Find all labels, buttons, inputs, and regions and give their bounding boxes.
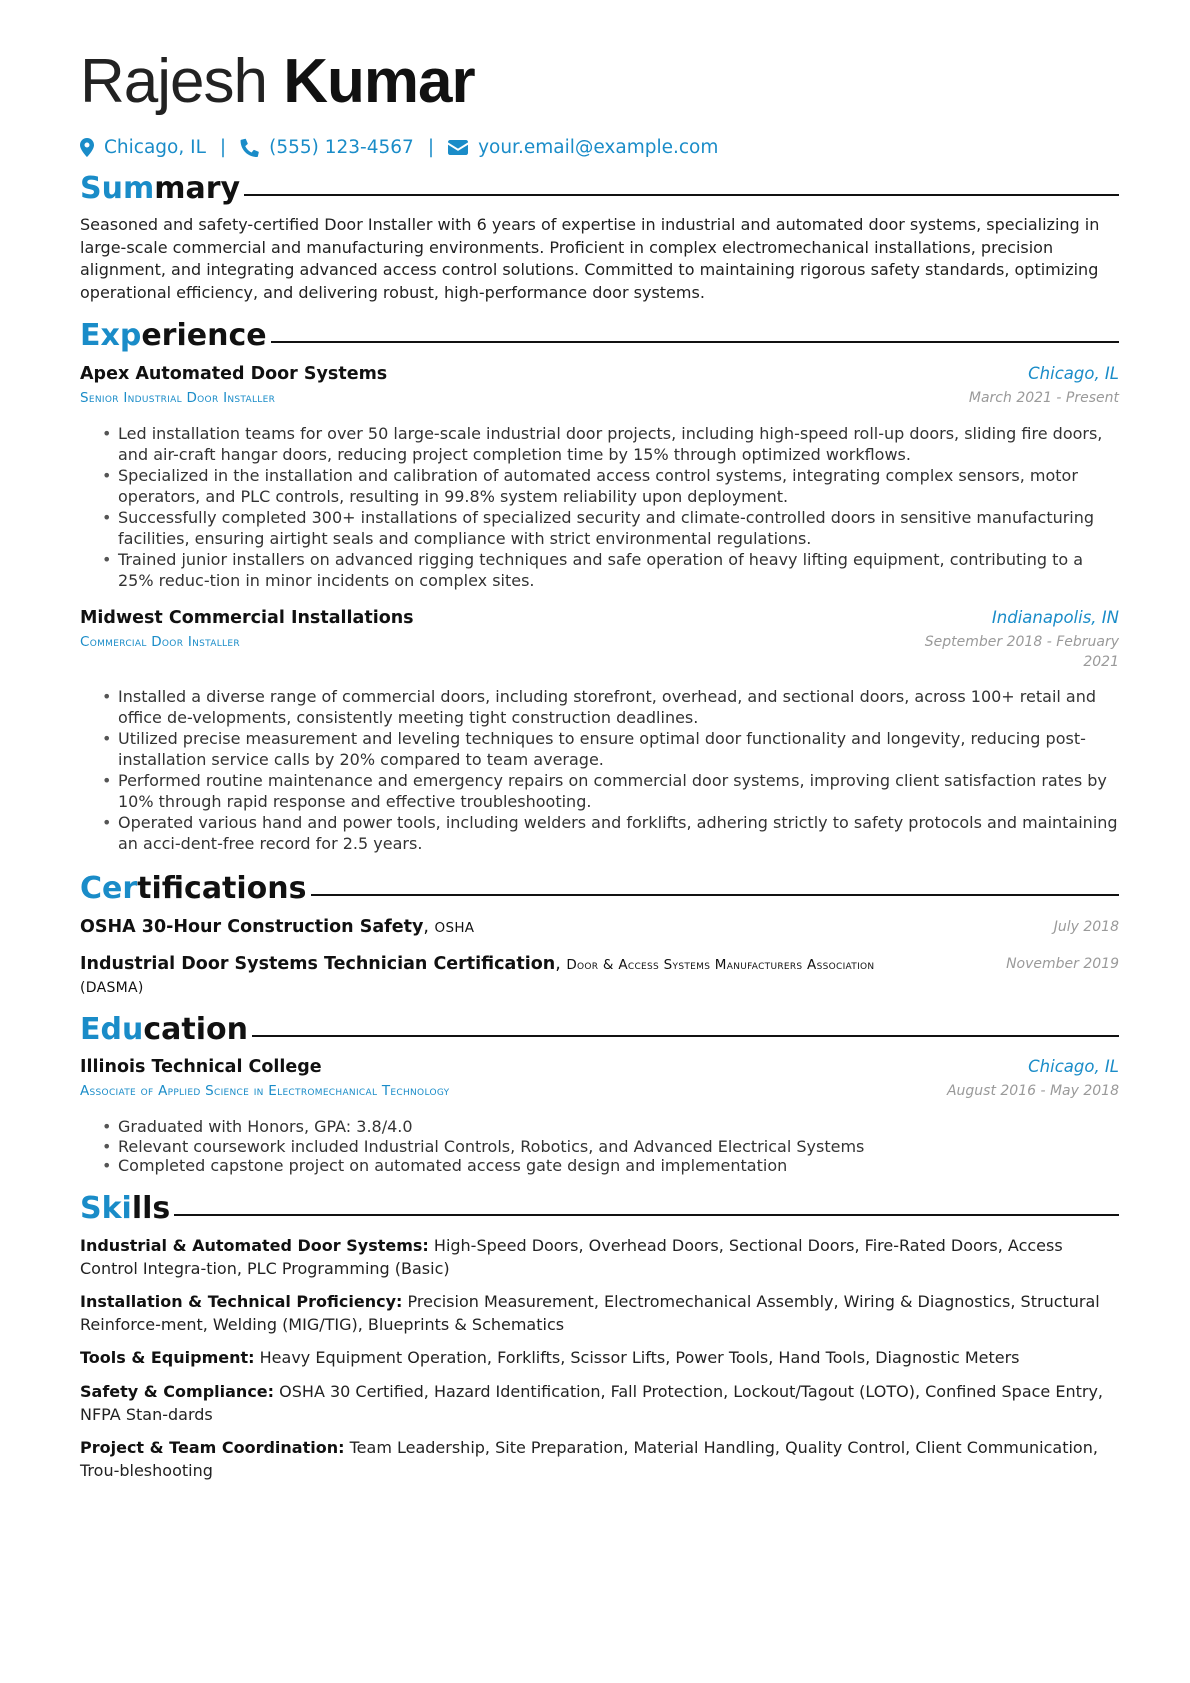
section-rule	[174, 1214, 1119, 1216]
job-company: Midwest Commercial Installations	[80, 608, 414, 628]
certification-date: July 2018	[1053, 919, 1119, 935]
job-company: Apex Automated Door Systems	[80, 364, 388, 384]
job-dates: March 2021 - Present	[968, 390, 1119, 406]
education-bullet: • Graduated with Honors, GPA: 3.8/4.0	[118, 1117, 1118, 1137]
job-bullet: • Led installation teams for over 50 large-scale industrial door projects, including high-speed roll-up doors, sliding fire doors, and air-craft hangar doors, reducing project completion time by 15% through optimized workflows.	[118, 423, 1118, 465]
certification-item: OSHA 30-Hour Construction Safety, OSHA	[80, 917, 475, 937]
skill-category: Installation & Technical Proficiency:	[80, 1292, 403, 1311]
job-role: Commercial Door Installer	[80, 634, 240, 650]
section-rule	[244, 194, 1119, 196]
phone-icon	[240, 138, 259, 157]
education-bullet: • Relevant coursework included Industrial Controls, Robotics, and Advanced Electrical Systems	[118, 1137, 1118, 1157]
education-heading	[80, 1009, 1119, 1049]
education-heading-rest: cation	[143, 1011, 248, 1047]
skill-group	[80, 1291, 1119, 1336]
certifications-heading	[80, 868, 1119, 908]
candidate-name	[80, 42, 475, 122]
skill-items: Team Leadership, Site Preparation, Material Handling, Quality Control, Client Communication, Trou-bleshooting	[80, 1438, 1098, 1480]
skill-category: Project & Team Coordination:	[80, 1438, 345, 1457]
education-bullet: • Completed capstone project on automated access gate design and implementation	[118, 1156, 1118, 1176]
location-text: Chicago, IL	[104, 136, 206, 158]
job-bullets	[118, 686, 1118, 854]
summary-text: Seasoned and safety-certified Door Installer with 6 years of expertise in industrial and automated door systems, specializing in large-scale commercial and manufacturing environments. Proficient in complex electromechanical installations, precision alignment, and integrating advanced access control solutions. Committed to maintaining rigorous safety standards, optimizing operational efficiency, and delivering robust, high-performance door systems.	[80, 215, 1100, 302]
job-bullets	[118, 423, 1118, 591]
skill-group	[80, 1235, 1119, 1280]
section-rule	[271, 341, 1119, 343]
skill-category: Safety & Compliance:	[80, 1382, 275, 1401]
skill-group	[80, 1381, 1119, 1426]
skill-items: Precision Measurement, Electromechanical Assembly, Wiring & Diagnostics, Structural Reinforce-ment, Welding (MIG/TIG), Blueprints & Schematics	[80, 1292, 1100, 1334]
education-dates: August 2016 - May 2018	[946, 1083, 1119, 1099]
experience-heading	[80, 315, 1119, 355]
certification-issuer: OSHA	[434, 920, 475, 936]
certification-date: November 2019	[1006, 956, 1119, 972]
skill-category: Industrial & Automated Door Systems:	[80, 1236, 429, 1255]
last-name: Kumar	[283, 47, 475, 116]
degree-name: Associate of Applied Science in Electromechanical Technology	[80, 1083, 450, 1099]
job-bullet: • Trained junior installers on advanced rigging techniques and safe operation of heavy lifting equipment, contributing to a 25% reduc-tion in minor incidents on complex sites.	[118, 549, 1118, 591]
education-bullets	[118, 1117, 1118, 1176]
skills-heading-accent: Ski	[80, 1190, 132, 1226]
phone-text[interactable]: (555) 123-4567	[269, 136, 414, 158]
job-location: Chicago, IL	[1028, 364, 1119, 383]
contact-separator: |	[427, 136, 435, 158]
email-link[interactable]: your.email@example.com	[478, 136, 719, 158]
education-heading-accent: Edu	[80, 1011, 144, 1047]
summary-heading-accent: Sum	[80, 170, 155, 206]
school-location: Chicago, IL	[1028, 1057, 1119, 1076]
job-bullet: • Specialized in the installation and calibration of automated access control systems, integrating complex sensors, motor operators, and PLC controls, resulting in 99.8% system reliability upon deployment.	[118, 465, 1118, 507]
skills-heading-rest: lls	[131, 1190, 171, 1226]
contact-separator: |	[219, 136, 227, 158]
summary-heading	[80, 168, 1119, 208]
summary-heading-rest: mary	[154, 170, 241, 206]
contact-line	[80, 133, 718, 161]
certification-issuer: Door & Access Systems Manufacturers Association	[566, 957, 875, 973]
first-name: Rajesh	[80, 47, 267, 116]
job-dates-line: September 2018 - February	[924, 634, 1119, 650]
job-bullet: • Operated various hand and power tools, including welders and forklifts, adhering strictly to safety protocols and maintaining an acci-dent-free record for 2.5 years.	[118, 812, 1118, 854]
skill-group	[80, 1347, 1119, 1370]
experience-heading-rest: erience	[141, 317, 267, 353]
job-bullet: • Utilized precise measurement and leveling techniques to ensure optimal door functionality and longevity, reducing post-installation service calls by 20% compared to team average.	[118, 728, 1118, 770]
section-rule	[252, 1035, 1119, 1037]
skills-heading	[80, 1188, 1119, 1228]
skill-items: High-Speed Doors, Overhead Doors, Sectional Doors, Fire-Rated Doors, Access Control Integra-tion, PLC Programming (Basic)	[80, 1236, 1063, 1278]
certifications-heading-accent: Cer	[80, 870, 138, 906]
job-bullet: • Successfully completed 300+ installations of specialized security and climate-controlled doors in sensitive manufacturing facilities, ensuring airtight seals and compliance with strict environmental regulations.	[118, 507, 1118, 549]
job-location: Indianapolis, IN	[991, 608, 1119, 627]
certification-title: Industrial Door Systems Technician Certification	[80, 954, 556, 974]
map-pin-icon	[80, 138, 94, 157]
skill-items: OSHA 30 Certified, Hazard Identification, Fall Protection, Lockout/Tagout (LOTO), Confined Space Entry, NFPA Stan-dards	[80, 1382, 1104, 1424]
job-dates	[925, 632, 1119, 672]
experience-heading-accent: Exp	[80, 317, 142, 353]
certification-title: OSHA 30-Hour Construction Safety	[80, 917, 424, 937]
envelope-icon	[448, 140, 468, 155]
job-dates-line: 2021	[1083, 654, 1119, 670]
skill-group	[80, 1437, 1119, 1482]
skill-category: Tools & Equipment:	[80, 1348, 255, 1367]
job-bullet: • Performed routine maintenance and emergency repairs on commercial door systems, improving client satisfaction rates by 10% through rapid response and effective troubleshooting.	[118, 770, 1118, 812]
skill-items: Heavy Equipment Operation, Forklifts, Scissor Lifts, Power Tools, Hand Tools, Diagnostic Meters	[259, 1348, 1020, 1367]
section-rule	[311, 894, 1119, 896]
job-role: Senior Industrial Door Installer	[80, 390, 276, 406]
certifications-heading-rest: tifications	[137, 870, 307, 906]
job-bullet: • Installed a diverse range of commercial doors, including storefront, overhead, and sectional doors, across 100+ retail and office de-velopments, consistently meeting tight construction deadlines.	[118, 686, 1118, 728]
certification-issuer-suffix: (DASMA)	[80, 980, 144, 996]
certification-item: Industrial Door Systems Technician Certification, Door & Access Systems Manufacturers Association (DASMA)	[80, 954, 875, 996]
school-name: Illinois Technical College	[80, 1057, 322, 1077]
